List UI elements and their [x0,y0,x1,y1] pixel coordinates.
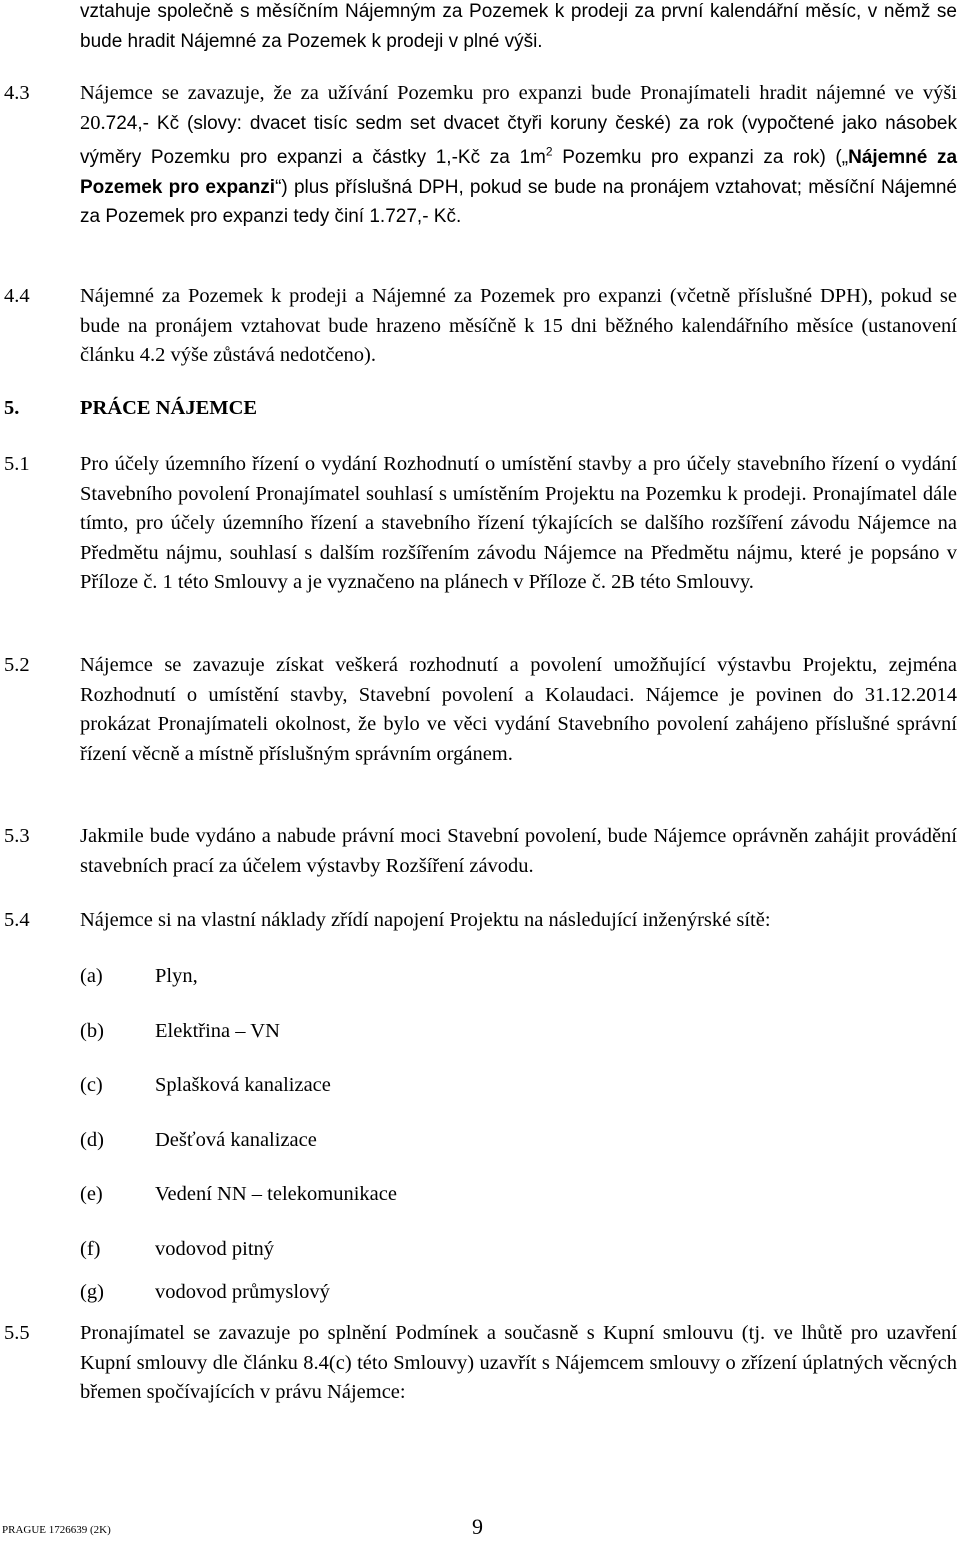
list-item-text: vodovod pitný [155,1238,275,1260]
list-item-text: Elektřina – VN [155,1020,280,1042]
text-4-3-a: Nájemce se zavazuje, že za užívání Pozemku pro expanzi bude Pronajímateli hradit nájemné ve výši 20. [80,82,957,134]
paragraph-5-4: Nájemce si na vlastní náklady zřídí napojení Projektu na následující inženýrské sítě: [80,909,771,931]
defined-term: Nájemné za Pozemek pro expanzi [80,147,958,198]
list-item-text: vodovod průmyslový [155,1281,330,1303]
list-item-text: Vedení NN – telekomunikace [155,1183,397,1205]
list-item-label: (f) [80,1238,101,1260]
section-heading-5 [4,397,258,420]
list-item-label: (d) [80,1129,104,1151]
list-item-text: Dešťová kanalizace [155,1129,317,1151]
list-item-text: Plyn, [155,965,198,987]
list-item-label: (c) [80,1074,103,1096]
list-item-label: (g) [80,1281,104,1303]
section-number-4-3: 4.3 [4,82,30,104]
section-number-5-3: 5.3 [4,825,30,847]
list-item-label: (b) [80,1020,104,1042]
paragraph-5-5: Pronajímatel se zavazuje po splnění Podmínek a současně s Kupní smlouvu (tj. ve lhůtě pro uzavření Kupní smlouvy dle článku 8.4(c) této Smlouvy) uzavřít s Nájemcem smlouvy o zřízení úplatných věcných břemen spočívajících v právu Nájemce: [80,1322,957,1403]
section-number-5-2: 5.2 [4,654,30,676]
list-item-label: (a) [80,965,103,987]
paragraph-4-3 [80,79,957,232]
superscript: 2 [545,145,553,159]
list-item-text: Splašková kanalizace [155,1074,331,1096]
paragraph-5-2: Nájemce se zavazuje získat veškerá rozhodnutí a povolení umožňující výstavbu Projektu, zejména Rozhodnutí o umístění stavby, Stavební povolení a Kolaudaci. Nájemce je povinen do 31.12.2014 prokázat Pronajímateli okolnost, že bylo ve věci vydání Stavebního povolení zahájeno příslušné správní řízení věcně a místně příslušným správním orgánem. [80,654,957,765]
heading-number: 5. [4,397,20,419]
heading-title: PRÁCE NÁJEMCE [80,397,258,419]
paragraph-5-1: Pro účely územního řízení o vydání Rozhodnutí o umístění stavby a pro účely stavebního řízení o vydání Stavebního povolení Pronajímatel souhlasí s umístěním Projektu na Pozemku k prodeji. Pronajímatel dále tímto, pro účely územního řízení a stavebního řízení týkajících se dalšího rozšíření závodu Nájemce na Předmětu nájmu, souhlasí s dalším rozšířením závodu Nájemce na Předmětu nájmu, které je popsáno v Příloze č. 1 této Smlouvy a je vyznačeno na plánech v Příloze č. 2B této Smlouvy. [80,453,957,593]
paragraph-4-4: Nájemné za Pozemek k prodeji a Nájemné za Pozemek pro expanzi (včetně příslušné DPH), pokud se bude na pronájem vztahovat bude hrazeno měsíčně k 15 dni běžného kalendářního měsíce (ustanovení článku 4.2 výše zůstává nedotčeno). [80,285,957,366]
paragraph-5-3: Jakmile bude vydáno a nabude právní moci Stavební povolení, bude Nájemce oprávněn zahájit provádění stavebních prací za účelem výstavby Rozšíření závodu. [80,825,957,877]
list-item-label: (e) [80,1183,103,1205]
text-4-3-b: 724,- Kč (slovy: dvacet tisíc sedm set dvacet čtyři koruny české) za rok (vypočtené jako násobek výměry Pozemku pro expanzi a částky 1,-Kč za $1m^2$ Pozemku pro expanzi za rok) („Nájemné za Pozemek pro expanzi“) plus příslušná DPH, pokud se bude na pronájem vztahovat; měsíční Nájemné za Pozemek pro expanzi tedy činí 1.727,- Kč. [80,112,958,228]
section-number-5-1: 5.1 [4,453,30,475]
paragraph-continuation: vztahuje společně s měsíčním Nájemným za Pozemek k prodeji za první kalendářní měsíc, v němž se bude hradit Nájemné za Pozemek k prodeji v plné výši. [80,1,957,52]
section-number-4-4: 4.4 [4,285,30,307]
section-number-5-5: 5.5 [4,1322,30,1344]
page-number: 9 [472,1514,483,1539]
footer-document-id: PRAGUE 1726639 (2K) [2,1524,111,1536]
section-number-5-4: 5.4 [4,909,30,931]
